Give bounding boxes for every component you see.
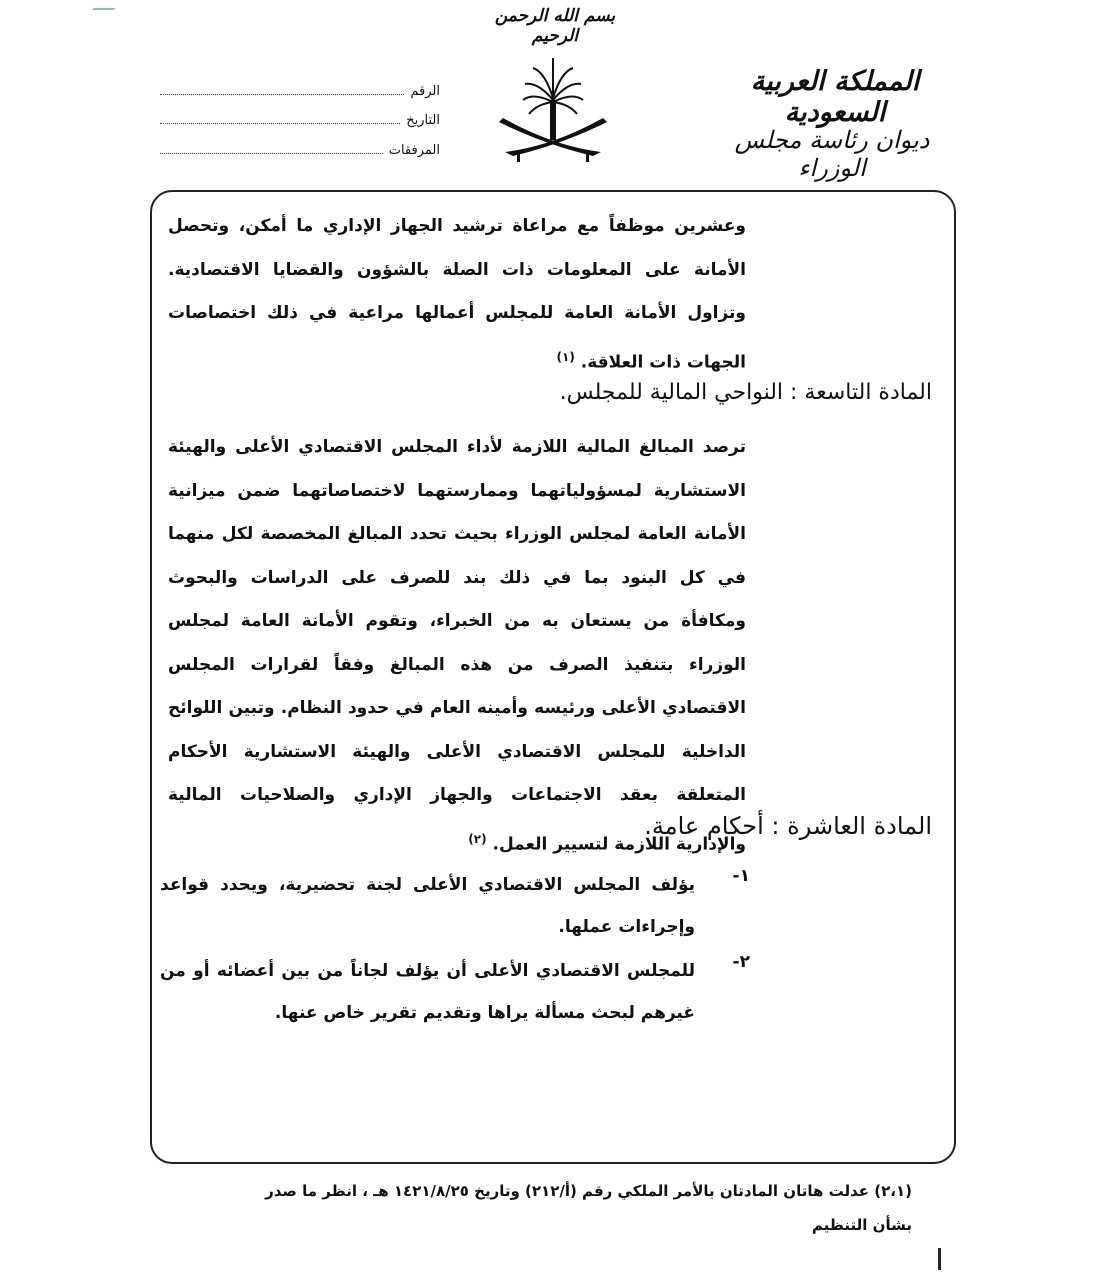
article-9-text: ترصد المبالغ المالية اللازمة لأداء المجلس الاقتصادي الأعلى والهيئة الاستشارية لمسؤولياتهما وممارستهما لاختصاصاتهما ضمن ميزانية الأمانة العامة لمجلس الوزراء بحيث تحدد المبالغ المخصصة لكل منهما في كل البنود بما في ذلك بند للصرف على الدراسات والبحوث ومكافأة من يستعان به من الخبراء، وتقوم الأمانة العامة لمجلس الوزراء بتنفيذ الصرف من هذه المبالغ وفقاً لقرارات المجلس الاقتصادي الأعلى ورئيسه وأمينه العام في حدود النظام. وتبين اللوائح الداخلية للمجلس الاقتصادي الأعلى والهيئة الاستشارية الأحكام المتعلقة بعقد الاجتماعات والجهاز الإداري والصلاحيات المالية والإدارية اللازمة لتسيير العمل. [168, 437, 746, 855]
date-field [160, 113, 440, 128]
item-1-text: يؤلف المجلس الاقتصادي الأعلى لجنة تحضيرية، ويحدد قواعد وإجراءات عملها. [160, 875, 695, 937]
item-2-number: ٢- [732, 952, 750, 972]
intro-paragraph [168, 205, 746, 385]
attachments-field [160, 143, 440, 158]
attachments-label: المرفقات [388, 143, 440, 158]
intro-text: وعشرين موظفاً مع مراعاة ترشيد الجهاز الإداري ما أمكن، وتحصل الأمانة على المعلومات ذات الصلة بالشؤون والقضايا الاقتصادية. وتزاول الأمانة العامة للمجلس أعمالها مراعية في ذلك اختصاصات الجهات ذات العلاقة. [168, 216, 746, 373]
corner-mark [92, 0, 122, 10]
footnote: (٢،١) عدلت هاتان المادتان بالأمر الملكي رقم (أ/٢١٢) وتاريخ ١٤٢١/٨/٢٥ هـ ، انظر ما صدر بشأن التنظيم [265, 1182, 912, 1234]
item-2-text: للمجلس الاقتصادي الأعلى أن يؤلف لجاناً من بين أعضائه أو من غيرهم لبحث مسألة يراها وتقديم تقرير خاص عنها. [160, 961, 695, 1023]
ref-number-line [160, 84, 404, 95]
saudi-emblem-icon [493, 52, 613, 167]
article-9-paragraph [168, 426, 746, 867]
basmala: بسم الله الرحمن الرحيم [494, 6, 616, 46]
page-edge-mark [938, 1248, 941, 1270]
article-10-heading: المادة العاشرة : أحكام عامة. [644, 812, 932, 840]
attachments-line [160, 143, 383, 154]
item-1-number: ١- [732, 866, 750, 886]
diwan-title: ديوان رئاسة مجلس الوزراء [734, 126, 930, 182]
footnote-ref-1: (١) [556, 349, 575, 364]
ref-number-field [160, 84, 440, 99]
ref-number-label: الرقم [410, 84, 440, 99]
date-label: التاريخ [406, 113, 440, 128]
kingdom-title: المملكة العربية السعودية [750, 66, 920, 128]
footnote-ref-2: (٢) [468, 831, 487, 846]
article-9-heading: المادة التاسعة : النواحي المالية للمجلس. [559, 380, 932, 405]
date-line [160, 113, 400, 124]
